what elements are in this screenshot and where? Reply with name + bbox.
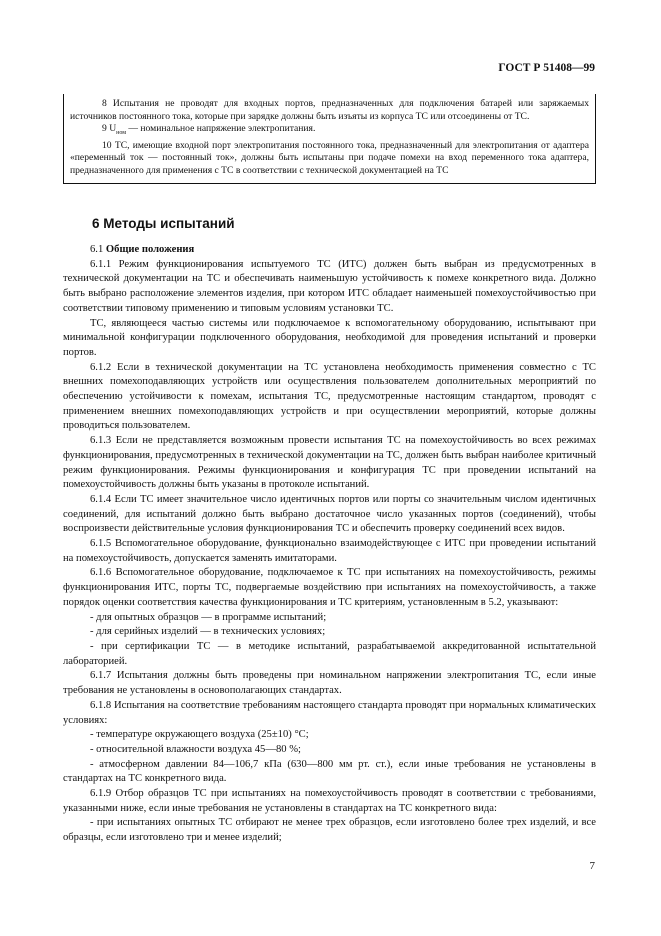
page-number: 7	[589, 860, 595, 872]
paragraph-ts-system: ТС, являющееся частью системы или подключаемое к вспомогательному оборудованию, испытывают при минимальной конфигурации подключенного оборудования, необходимой для проведения испытаний и проверки портов.	[63, 317, 596, 358]
list-item: - при сертификации ТС — в методике испытаний, разрабатываемой аккредитованной испытательной лабораторией.	[63, 640, 596, 667]
clause-6-1-6: 6.1.6 Вспомогательное оборудование, подключаемое к ТС при испытаниях на помехоустойчивость, режимы функционирования ИТС, порты ТС, подвергаемые воздействию при испытаниях на помехоустойчивость, а также порядок оценки соответствия качества функционирования и ТС критериям, установленным в 5.2, указывают:	[63, 567, 596, 608]
clause-6-1-3: 6.1.3 Если не представляется возможным провести испытания ТС на помехоустойчивость во всех режимах функционирования, предусмотренных в технической документации на ТС, должен быть выбран наиболее критичный режим функционирования. Режимы функционирования и конфигурация ТС при проведении испытаний на помехоустойчивость должны быть указаны в протоколе испытаний.	[63, 435, 596, 491]
clause-6-1-7: 6.1.7 Испытания должны быть проведены при номинальном напряжении электропитания ТС, если иные требования не установлены в основополагающих стандартах.	[63, 670, 596, 697]
list-item: - для серийных изделий — в технических условиях;	[90, 626, 326, 638]
clause-6-1-9: 6.1.9 Отбор образцов ТС при испытаниях на помехоустойчивость проводят в соответствии с требованиями, указанными ниже, если иные требования не установлены в стандартах на ТС конкретного вида:	[63, 788, 596, 814]
body-text	[63, 243, 596, 846]
section-title: 6 Методы испытаний	[92, 216, 235, 231]
clause-6-1-2: 6.1.2 Если в технической документации на ТС установлена необходимость применения совместно с ТС внешних помехоподавляющих устройств или осуществления пользователем дополнительных мероприятий по обеспечению устойчивости к помехам, испытания ТС, предусмотренные настоящим стандартом, проводят с применением внешних помехоподавляющих устройств и при осуществлении мероприятий, которые должны проводиться пользователем.	[63, 361, 596, 432]
document-header: ГОСТ Р 51408—99	[498, 62, 595, 74]
clause-6-1-8: 6.1.8 Испытания на соответствие требованиям настоящего стандарта проводят при нормальных климатических условиях:	[63, 699, 596, 726]
note-8: 8 Испытания не проводят для входных портов, предназначенных для подключения батарей или заряжаемых источников постоянного тока, которые при зарядке должны быть изъяты из корпуса ТС или отсоединены от ТС.	[70, 98, 589, 122]
clause-6-1-4: 6.1.4 Если ТС имеет значительное число идентичных портов или порты со значительным числом идентичных соединений, для испытаний должно быть выбрано достаточное число указанных портов (соединений), чтобы воспроизвести действительные условия функционирования ТС и обеспечить проверку соединений всех видов.	[63, 493, 596, 535]
note-9-text: — номинальное напряжение электропитания.	[126, 123, 316, 135]
list-item: - при испытаниях опытных ТС отбирают не менее трех образцов, если изготовлено более трех изделий, и все образцы, если изготовлено три и менее изделий;	[63, 817, 596, 844]
list-item: - относительной влажности воздуха 45—80 %;	[90, 743, 301, 755]
clause-6-1-1: 6.1.1 Режим функционирования испытуемого ТС (ИТС) должен быть выбран из предусмотренных в технической документации на ТС и обеспечивать наименьшую устойчивость к помехе конкретного вида. Должно быть выбрано расположение элементов изделия, при котором ИТС обладает наименьшей помехоустойчивостью при соответствии типовому применению и типовым условиям установки ТС.	[63, 258, 596, 314]
clause-6-1-5: 6.1.5 Вспомогательное оборудование, функционально взаимодействующее с ИТС при проведении испытаний на помехоустойчивость, допускается заменять имитаторами.	[63, 538, 596, 564]
list-item: - атмосферном давлении 84—106,7 кПа (630—800 мм рт. ст.), если иные требования не установлены в стандартах на ТС конкретного вида.	[63, 758, 596, 785]
clause-6-1-number: 6.1	[90, 244, 104, 255]
clause-6-1-title: Общие положения	[105, 244, 195, 255]
notes-box	[63, 94, 596, 184]
note-9-subscript: ном	[116, 130, 127, 137]
note-10: 10 ТС, имеющие входной порт электропитания постоянного тока, предназначенный для электропитания от адаптера «переменный ток — постоянный ток», должны быть испытаны при подаче помехи на вход переменного тока адаптера, предназначенного для применения с ТС в соответствии с технической документацией на ТС	[70, 139, 589, 176]
list-item: - для опытных образцов — в программе испытаний;	[90, 611, 327, 623]
list-item: - температуре окружающего воздуха (25±10) °С;	[90, 729, 309, 741]
note-9	[70, 123, 589, 140]
note-9-symbol: 9 U	[102, 123, 117, 135]
clause-6-1	[63, 243, 596, 258]
